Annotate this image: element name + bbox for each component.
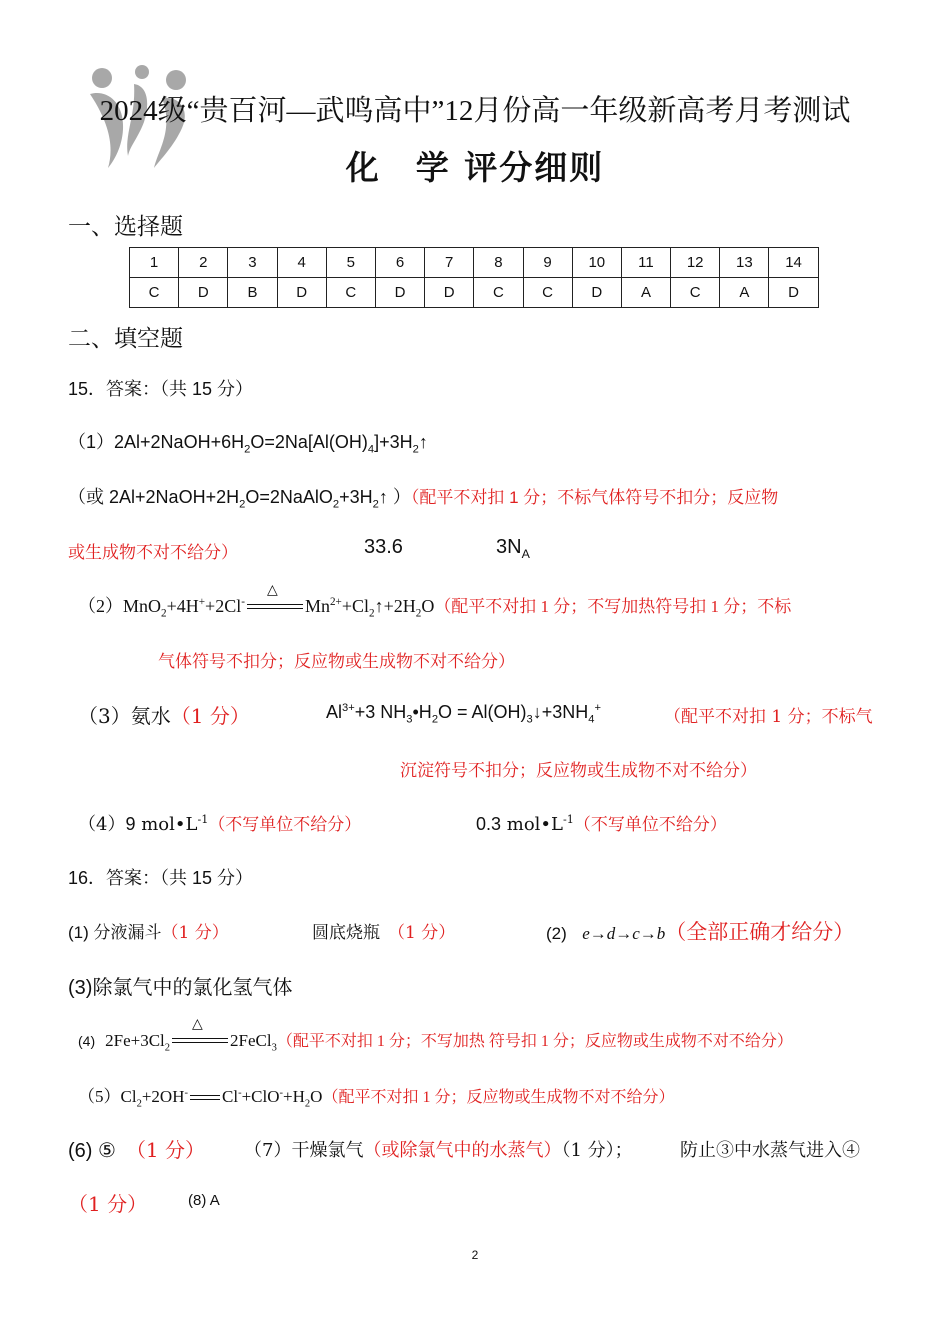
q16-part4-note: （配平不对扣 1 分；不写加热 符号扣 1 分；反应物或生成物不对不给分） — [276, 1033, 793, 1050]
q15-part3-equation: $Al^{3+}+3$ $NH_3•H_2O$ = $Al(OH)_3↓+3NH_4^+$ — [326, 702, 602, 726]
q15-part3-scoring-note: （配平不对扣 1 分；不标气 — [664, 707, 873, 727]
q15-part4-note2: （不写单位不给分） — [573, 815, 727, 835]
question-number-cell: 8 — [474, 248, 523, 278]
q16-part7-second-score: （1 分） — [68, 1192, 148, 1216]
document-title: 2024级“贵百河—武鸣高中”12月份高一年级新高考月考测试 — [99, 95, 851, 127]
q15-part2-equation: MnO$_2$+4H++2Cl- △ $Mn^{2+}+Cl_2↑+2H_2O$ — [123, 581, 435, 620]
question-number-cell: 4 — [277, 248, 326, 278]
answer-cell: D — [179, 278, 228, 308]
q15-alt-equation-line: （或 $2Al+2NaOH+2H_2O=2NaAlO_2+3H_2↑$ ）（配平不对扣 1 分；不标气体符号不扣分；反应物 — [68, 487, 779, 511]
section-heading-fill: 二、填空题 — [68, 326, 183, 352]
answer-cell: C — [523, 278, 572, 308]
q16-part6: (6) ⑤ （1 分） — [68, 1138, 206, 1162]
answer-cell: D — [425, 278, 474, 308]
question-number-cell: 5 — [326, 248, 375, 278]
q16-part4: (4) $2Fe+3Cl_2$ △ 2FeCl$_3$（配平不对扣 1 分；不写加热 符号扣 1 分；反应物或生成物不对不给分） — [78, 1016, 793, 1054]
q16-part1: (1) 分液漏斗（1 分） — [68, 923, 229, 943]
answer-cell: D — [769, 278, 818, 308]
q16-part1-second: 圆底烧瓶 （1 分） — [312, 923, 456, 943]
q16-part4-equation: $2Fe+3Cl_2$ △ 2FeCl$_3$ — [105, 1016, 277, 1054]
q15-part1 — [68, 428, 428, 454]
question-number-cell: 13 — [720, 248, 769, 278]
question-number-cell: 3 — [228, 248, 277, 278]
q16-part2: (2) e→d→c→b（全部正确才给分） — [546, 920, 855, 944]
q15-alt-scoring-note: （配平不对扣 1 分；不标气体符号不扣分；反应物 — [410, 488, 779, 507]
answer-cell: C — [326, 278, 375, 308]
question-number-cell: 9 — [523, 248, 572, 278]
q15-part3-answer: （3）氨水 — [78, 704, 171, 728]
q16-part8-answer: A — [209, 1192, 220, 1209]
question-number-cell: 2 — [179, 248, 228, 278]
q16-part5-equation: $Cl_2+2OH^-$ $Cl^-+ClO^-+H_2O$ — [120, 1087, 323, 1110]
question-number-cell: 1 — [130, 248, 179, 278]
q16-part8: (8) A — [188, 1192, 220, 1209]
q15-part4-note1: （不写单位不给分） — [208, 815, 362, 835]
answer-cell: A — [720, 278, 769, 308]
q15-volume-answer: 33.6 — [364, 536, 403, 558]
q15-part3 — [78, 700, 250, 729]
q15-part1-equation: $2Al+2NaOH+6H_2O=2Na[Al(OH)_4]+3H_2↑$ — [114, 432, 428, 456]
q15-part3-score: （1 分） — [170, 704, 250, 728]
q16-part5: $(5)Cl_2+2OH^-$ $Cl^-+ClO^-+H_2O$（配平不对扣 1 分；反应物或生成物不对不给分） — [78, 1087, 675, 1110]
q15-part3-scoring-note-cont: 沉淀符号不扣分；反应物或生成物不对不给分） — [400, 761, 757, 781]
answer-cell: C — [130, 278, 179, 308]
answer-cell: D — [572, 278, 621, 308]
document-subtitle: 化 学 评分细则 — [345, 148, 605, 187]
q16-header: 16．答案：（共 15 分） — [68, 868, 254, 888]
q16-part7-second: 防止③中水蒸气进入④ — [680, 1140, 860, 1161]
question-number-cell: 6 — [375, 248, 424, 278]
q16-part5-note: （配平不对扣 1 分；反应物或生成物不对不给分） — [322, 1089, 675, 1106]
q16-part3: (3)除氯气中的氯化氢气体 — [68, 975, 293, 999]
heating-condition-symbol: △ — [170, 1031, 230, 1053]
question-number-cell: 12 — [671, 248, 720, 278]
answer-cell: B — [228, 278, 277, 308]
answer-cell: A — [621, 278, 670, 308]
q15-part2 — [78, 581, 792, 620]
q16-part7: （7）干燥氯气（或除氯气中的水蒸气）（1 分）； — [244, 1140, 633, 1161]
q15-part4-first: （4）9 $mol•L^{-1}$（不写单位不给分） — [78, 813, 362, 835]
q15-part2-label: （2） — [78, 596, 123, 616]
page-number: 2 — [471, 1248, 479, 1262]
q15-part2-scoring-note-cont: 气体符号不扣分；反应物或生成物不对不给分） — [158, 652, 515, 672]
q15-part4-second: 0.3 $mol•L^{-1}$（不写单位不给分） — [476, 813, 727, 835]
q16-part2-sequence: e→d→c→b — [582, 924, 666, 943]
answer-table — [129, 247, 819, 308]
q16-part6-answer: ⑤ — [98, 1138, 116, 1162]
q15-part1-label: （1） — [68, 432, 115, 452]
heating-condition-symbol: △ — [245, 597, 305, 619]
answer-cell: D — [277, 278, 326, 308]
q15-alt-equation: $2Al+2NaOH+2H_2O=2NaAlO_2+3H_2↑$ ） — [109, 487, 411, 511]
q15-alt-scoring-note-cont: 或生成物不对不给分） — [68, 543, 238, 563]
question-number-cell: 7 — [425, 248, 474, 278]
q15-header: 15．答案：（共 15 分） — [68, 379, 254, 399]
section-heading-choice: 一、选择题 — [68, 214, 183, 240]
answer-cell: D — [375, 278, 424, 308]
q15-part4-label: （4） — [78, 814, 126, 835]
question-number-cell: 14 — [769, 248, 818, 278]
answer-cell: C — [671, 278, 720, 308]
q15-electron-answer: $3N_A$ — [496, 536, 530, 561]
answer-cell: C — [474, 278, 523, 308]
question-number-cell: 11 — [621, 248, 670, 278]
q15-part2-scoring-note: （配平不对扣 1 分；不写加热符号扣 1 分；不标 — [434, 597, 792, 616]
question-number-cell: 10 — [572, 248, 621, 278]
q16-part2-note: （全部正确才给分） — [665, 920, 855, 944]
